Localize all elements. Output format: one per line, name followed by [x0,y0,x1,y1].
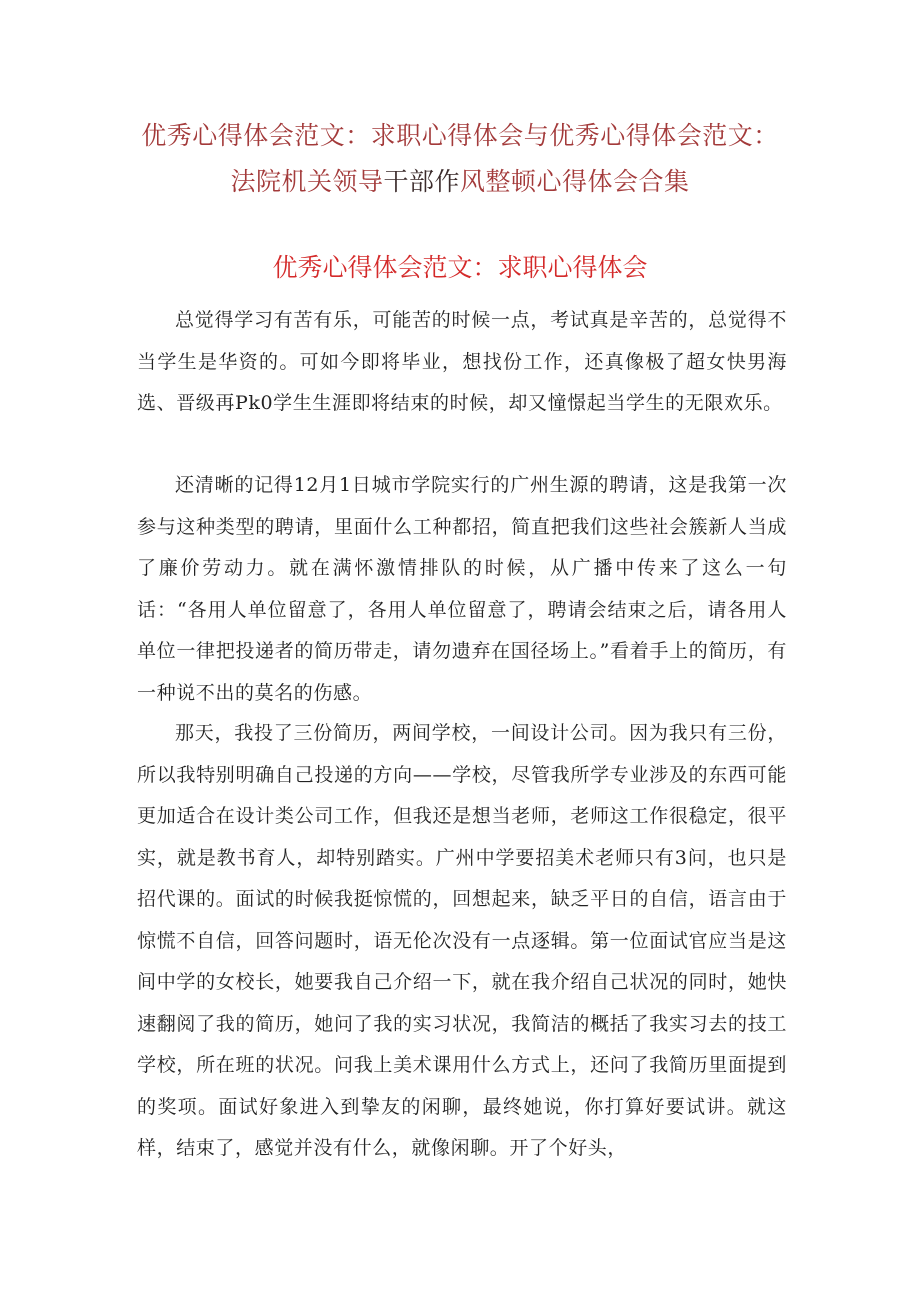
title-text-2a: 法院机关领导 [230,167,384,196]
paragraph-2 [137,465,787,714]
paragraph-3 [137,713,787,1170]
section-title: 优秀心得体会范文：求职心得体会 [272,253,648,282]
paragraph-text: 总觉得学习有苦有乐，可能苦的时候一点，考试真是辛苦的，总觉得不当学生是华资的。可如今即将毕业，想找份工作，还真像极了超女快男海选、晋级再Pk0学生生涯即将结束的时候，却又憧憬起当学生的无限欢乐。 [137,309,787,414]
title-text-2c: 风整顿心得体会合集 [460,167,690,196]
paragraph-text: 那天，我投了三份简历，两间学校，一间设计公司。因为我只有三份，所以我特别明确自己投递的方向——学校，尽管我所学专业涉及的东西可能更加适合在设计类公司工作，但我还是想当老师，老师这工作很稳定，很平实，就是教书育人，却特别踏实。广州中学要招美术老师只有3问，也只是招代课的。面试的时候我挺惊慌的，回想起来，缺乏平日的自信，语言由于惊慌不自信，回答问题时，语无伦次没有一点逐辑。第一位面试官应当是这间中学的女校长，她要我自己介绍一下，就在我介绍自己状况的同时，她快速翻阅了我的简历，她问了我的实习状况，我简洁的概括了我实习去的技工学校，所在班的状况。问我上美术课用什么方式上，还问了我简历里面提到的奖项。面试好象进入到挚友的闲聊，最终她说，你打算好要试讲。就这样，结束了，感觉并没有什么，就像闲聊。开了个好头， [137,722,787,1159]
paragraph-1 [137,300,787,425]
title-text-1: 优秀心得体会范文：求职心得体会与优秀心得体会范文： [141,121,779,150]
document-title-line-1 [0,116,920,152]
document-title-line-2 [0,162,920,198]
paragraph-text: 还清晰的记得12月1日城市学院实行的广州生源的聘请，这是我第一次参与这种类型的聘请，里面什么工种都招，简直把我们这些社会簇新人当成了廉价劳动力。就在满怀激情排队的时候，从广播中传来了这么一句话：“各用人单位留意了，各用人单位留意了，聘请会结束之后，请各用人单位一律把投递者的简历带走，请勿遗弃在国径场上。”看着手上的简历，有一种说不出的莫名的伤感。 [137,474,787,704]
title-text-2b: 干部作 [383,167,460,196]
